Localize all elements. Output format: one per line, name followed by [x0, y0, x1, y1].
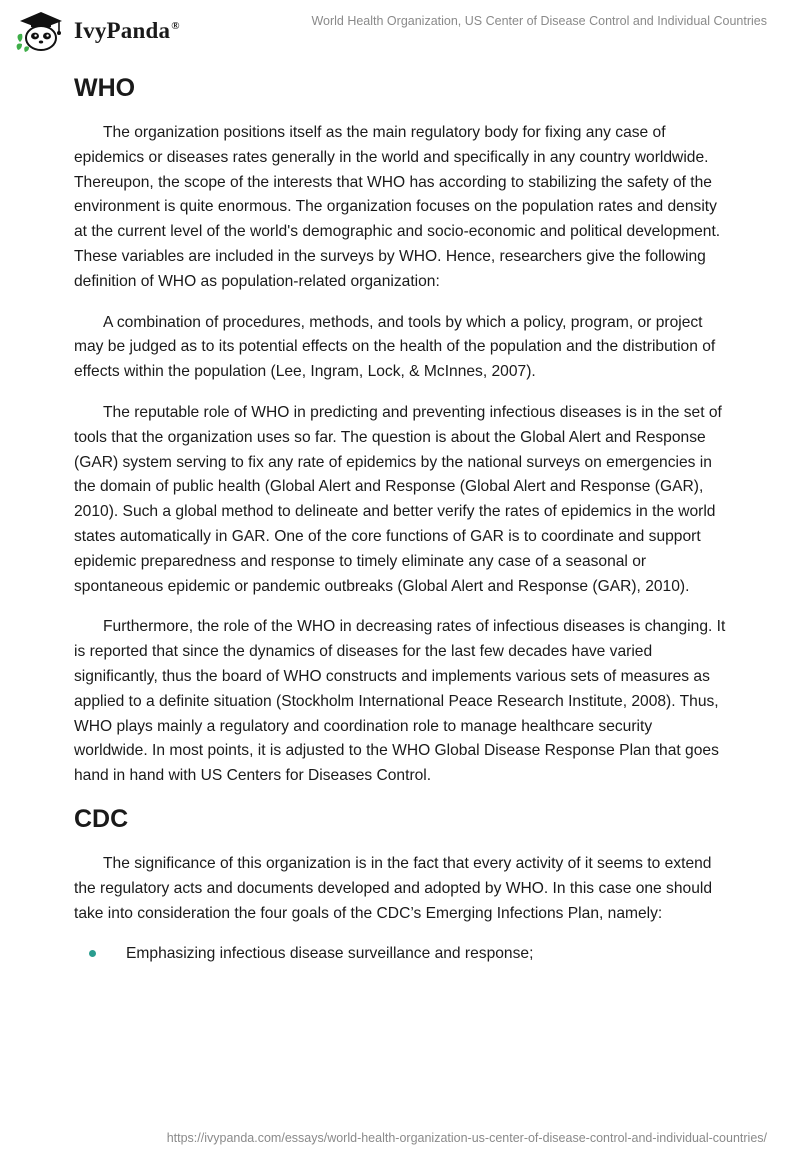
document-title: World Health Organization, US Center of Disease Control and Individual Countries [311, 14, 767, 28]
bullet-icon [89, 950, 96, 957]
list-item-text: Emphasizing infectious disease surveillance and response; [126, 945, 534, 963]
brand-name-text: IvyPanda [74, 18, 171, 43]
section-heading-who: WHO [74, 74, 136, 102]
ivypanda-logo[interactable] [14, 8, 180, 54]
paragraph: A combination of procedures, methods, and tools by which a policy, program, or project may be judged as to its potential effects on the health of the population and the distribution of effects within the population (Lee, Ingram, Lock, & McInnes, 2007). [74, 313, 716, 381]
brand-name [74, 18, 180, 44]
paragraph: The organization positions itself as the main regulatory body for fixing any case of epidemics or diseases rates generally in the world and specifically in any country worldwide. Thereupon, the scope of the interests that WHO has according to stabilizing the safety of the environment is quite enormous. The organization focuses on the population rates and density at the current level of the world's demographic and socio-economic and political development. These variables are included in the surveys by WHO. Hence, researchers give the following definition of WHO as population-related organization: [74, 124, 721, 290]
goals-list [74, 942, 730, 967]
paragraph: The significance of this organization is in the fact that every activity of it seems to extend the regulatory acts and documents developed and adopted by WHO. In this case one should take into consideration the four goals of the CDC’s Emerging Infections Plan, namely: [74, 854, 713, 922]
page-header [0, 0, 800, 62]
paragraph: Furthermore, the role of the WHO in decreasing rates of infectious diseases is changing. It is reported that since the dynamics of diseases for the last few decades have varied significantly, thus the board of WHO constructs and implements various sets of measures as applied to a definite situation (Stockholm International Peace Research Institute, 2008). Thus, WHO plays mainly a regulatory and coordination role to manage healthcare security worldwide. In most points, it is adjusted to the WHO Global Disease Response Plan that goes hand in hand with US Centers for Diseases Control. [74, 618, 726, 785]
registered-mark: ® [171, 20, 180, 33]
panda-graduate-icon [14, 8, 68, 54]
paragraph: The reputable role of WHO in predicting and preventing infectious diseases is in the set of tools that the organization uses so far. The question is about the Global Alert and Response (GAR) system serving to fix any rate of epidemics by the national surveys on emergencies in the domain of public health (Global Alert and Response (Global Alert and Response (GAR), 2010). Such a global method to delineate and better verify the rates of epidemics in the world states automatically in GAR. One of the core functions of GAR is to coordinate and support epidemic preparedness and response to timely eliminate any case of a seasonal or spontaneous epidemic or pandemic outbreaks (Global Alert and Response (GAR), 2010). [74, 403, 722, 595]
list-item [74, 942, 730, 967]
essay-content [74, 70, 730, 967]
source-url[interactable]: https://ivypanda.com/essays/world-health-organization-us-center-of-disease-control-and-individual-countries/ [166, 1131, 767, 1145]
section-heading-cdc: CDC [74, 804, 129, 833]
